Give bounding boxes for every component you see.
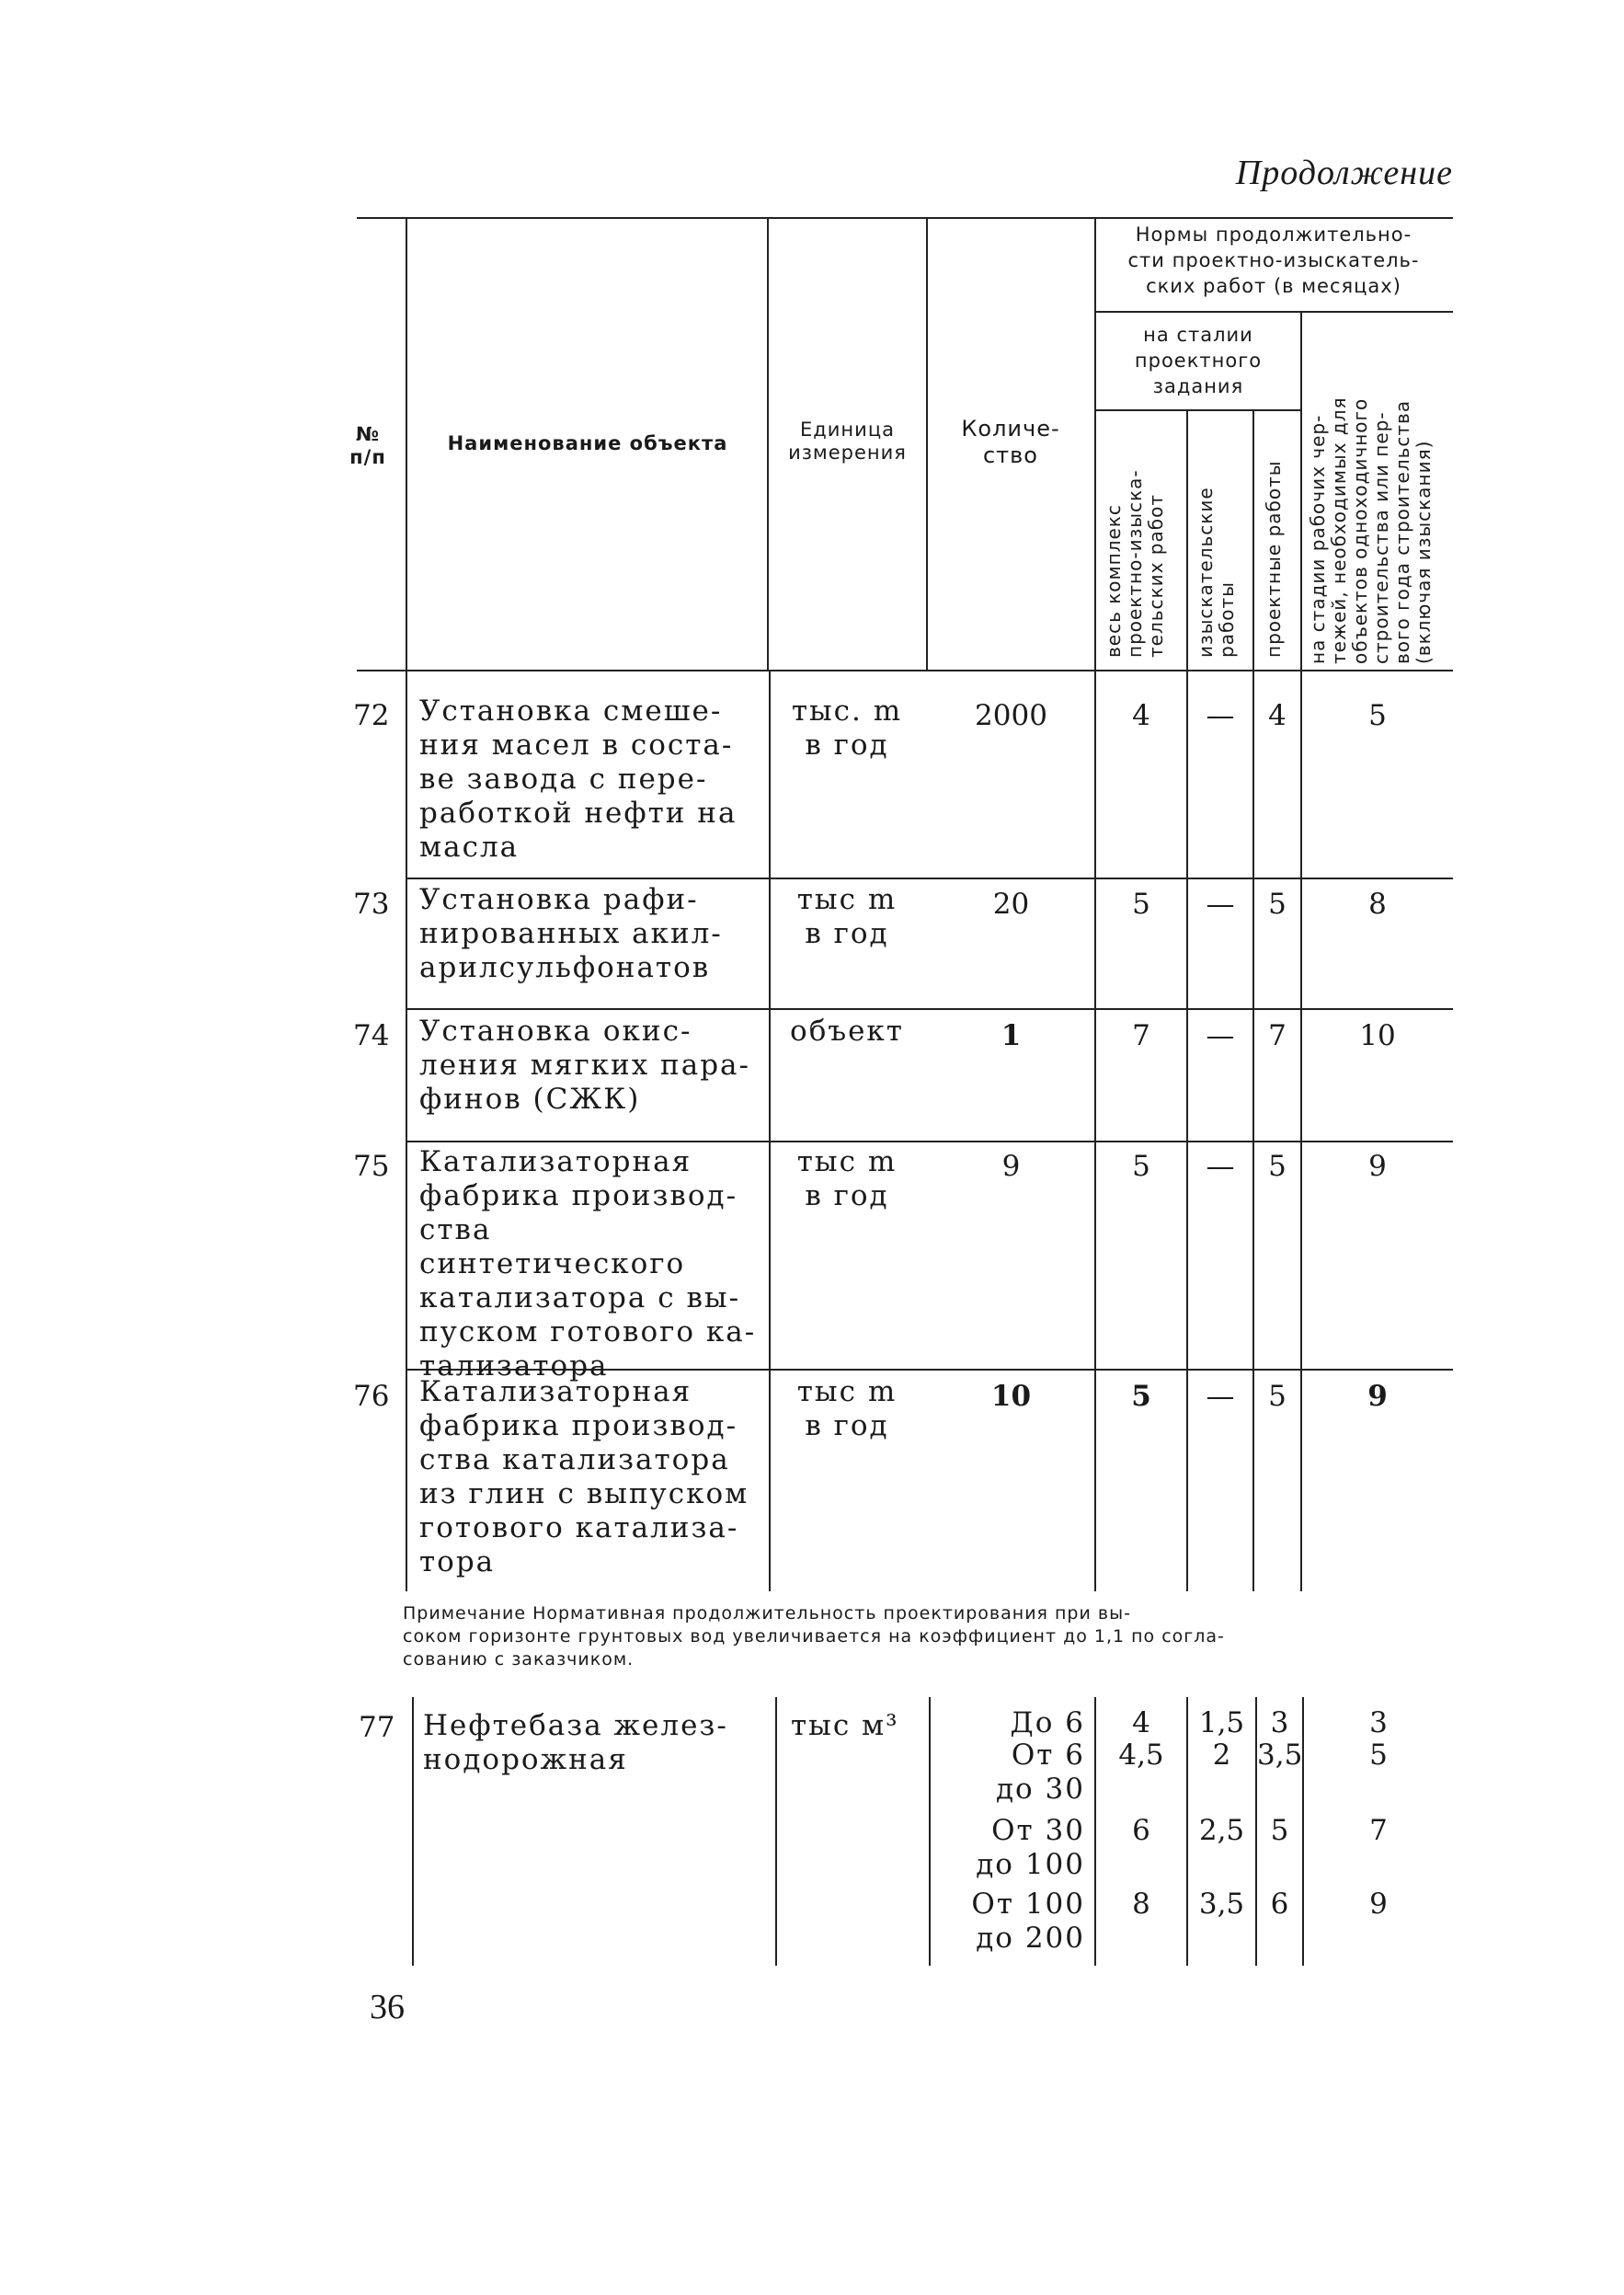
row-survey: — xyxy=(1206,1380,1235,1413)
range-design: 5 xyxy=(1270,1814,1289,1847)
range-survey: 2,5 xyxy=(1198,1814,1245,1847)
row-total: 5 xyxy=(1132,888,1150,921)
row-qty: 10 xyxy=(990,1380,1032,1413)
body-divider xyxy=(1186,671,1188,1591)
row-name: Установка рафи- нированных акил- арилсульфонатов xyxy=(419,883,723,984)
row-name: Катализаторная фабрика производ- ства катализатора из глин с выпуском готового катализа- тора xyxy=(419,1375,749,1578)
body-divider xyxy=(1094,671,1096,1591)
row-unit: тыс. m в год xyxy=(791,694,903,762)
range-working: 7 xyxy=(1369,1814,1388,1847)
row-total: 4 xyxy=(1132,699,1150,732)
row-number: 77 xyxy=(359,1711,395,1744)
row-design: 5 xyxy=(1268,888,1287,921)
row-design: 5 xyxy=(1268,1150,1287,1183)
row-total: 5 xyxy=(1131,1380,1151,1413)
row-working: 9 xyxy=(1367,1380,1388,1413)
range-working: 9 xyxy=(1369,1888,1388,1921)
range-design: 3,5 xyxy=(1257,1738,1303,1772)
header-bottom-rule xyxy=(357,670,1453,671)
body-divider xyxy=(1252,671,1254,1591)
body-divider xyxy=(769,671,771,1591)
row-survey: — xyxy=(1206,1150,1235,1183)
header-divider xyxy=(1300,313,1302,670)
row-rule xyxy=(406,1008,1453,1010)
body-divider xyxy=(775,1697,777,1966)
row-total: 5 xyxy=(1132,1150,1150,1183)
header-subgroup-title: на сталии проектного задания xyxy=(1134,324,1263,397)
table-note: Примечание Нормативная продолжительность проектирования при вы- соком горизонте грунтовых вод увеличивается на коэффициент до 1,1 по согла- сованию с заказчиком. xyxy=(403,1603,1225,1670)
row-name: Установка окис- ления мягких пара- финов (СЖК) xyxy=(419,1015,751,1116)
range-working: 5 xyxy=(1369,1738,1388,1772)
row-name: Нефтебаза желез- нодорожная xyxy=(423,1709,728,1776)
range-qty: До 6 xyxy=(1010,1706,1085,1739)
table-top-rule xyxy=(357,217,1453,219)
row-working: 5 xyxy=(1368,699,1387,732)
row-unit: тыс m в год xyxy=(796,1375,898,1442)
body-divider xyxy=(929,1697,931,1966)
row-unit: тыс м³ xyxy=(791,1709,899,1742)
range-total: 4,5 xyxy=(1118,1738,1164,1772)
header-name: Наименование объекта xyxy=(447,432,728,454)
row-number: 72 xyxy=(353,699,390,732)
row-design: 5 xyxy=(1268,1380,1287,1413)
subgroup-rule xyxy=(1094,409,1300,411)
body-divider xyxy=(406,671,407,1591)
header-no: № п/п xyxy=(349,423,386,469)
row-design: 7 xyxy=(1268,1019,1287,1052)
group-rule xyxy=(1094,311,1453,313)
header-divider xyxy=(1186,411,1188,670)
header-group-title: Нормы продолжительно- сти проектно-изыскатель- ских работ (в месяцах) xyxy=(1127,224,1420,297)
header-divider xyxy=(406,219,407,670)
header-qty: Количе- ство xyxy=(961,416,1060,468)
row-number: 75 xyxy=(353,1150,390,1183)
header-working-vertical: на стадии рабочих чер- тежей, необходимых для объектов одноходичного строительства или пер- вого года строительства (включая изыскания) xyxy=(1307,396,1435,664)
range-total: 8 xyxy=(1132,1888,1150,1921)
row-number: 76 xyxy=(353,1380,390,1413)
row-working: 10 xyxy=(1359,1019,1396,1052)
header-survey-vertical: изыскательские работы xyxy=(1195,487,1238,658)
row-name: Установка смеше- ния масел в соста- ве завода с пере- работкой нефти на масла xyxy=(419,694,738,864)
header-divider xyxy=(1252,411,1254,670)
row-number: 74 xyxy=(353,1019,390,1052)
page-header: Продолжение xyxy=(1235,154,1453,192)
range-survey: 3,5 xyxy=(1198,1888,1245,1921)
row-rule xyxy=(406,1141,1453,1142)
row-survey: — xyxy=(1206,699,1235,732)
body-divider xyxy=(412,1697,414,1966)
range-working: 3 xyxy=(1369,1706,1388,1739)
range-total: 6 xyxy=(1132,1814,1150,1847)
row-rule xyxy=(406,878,1453,879)
header-design-vertical: проектные работы xyxy=(1263,460,1285,658)
row-qty: 1 xyxy=(1001,1019,1022,1052)
row-working: 8 xyxy=(1368,888,1387,921)
row-working: 9 xyxy=(1368,1150,1387,1183)
row-qty: 9 xyxy=(1001,1150,1021,1183)
row-unit: объект xyxy=(790,1015,904,1048)
row-qty: 20 xyxy=(992,888,1030,921)
body-divider xyxy=(1300,671,1302,1591)
range-qty: От 30 до 100 xyxy=(976,1814,1085,1881)
row-unit: тыс m в год xyxy=(796,1145,898,1212)
range-qty: От 6 до 30 xyxy=(995,1738,1085,1806)
row-survey: — xyxy=(1206,888,1235,921)
range-design: 6 xyxy=(1270,1888,1289,1921)
header-total-vertical: весь комплекс проектно-изыска- тельских работ xyxy=(1103,469,1167,658)
row-unit: тыс m в год xyxy=(796,883,898,950)
range-survey: 1,5 xyxy=(1198,1706,1245,1739)
header-divider xyxy=(767,219,769,670)
row-name: Катализаторная фабрика производ- ства синтетического катализатора с вы- пуском готового ка- тализатора xyxy=(419,1145,757,1383)
row-survey: — xyxy=(1206,1019,1235,1052)
row-number: 73 xyxy=(353,888,390,921)
row-total: 7 xyxy=(1132,1019,1150,1052)
row-design: 4 xyxy=(1268,699,1287,732)
range-design: 3 xyxy=(1270,1706,1289,1739)
range-qty: От 100 до 200 xyxy=(971,1888,1085,1955)
page-number: 36 xyxy=(370,1988,405,2026)
range-total: 4 xyxy=(1132,1706,1150,1739)
header-unit: Единица измерения xyxy=(788,419,907,465)
row-qty: 2000 xyxy=(975,699,1047,732)
range-survey: 2 xyxy=(1212,1738,1231,1772)
